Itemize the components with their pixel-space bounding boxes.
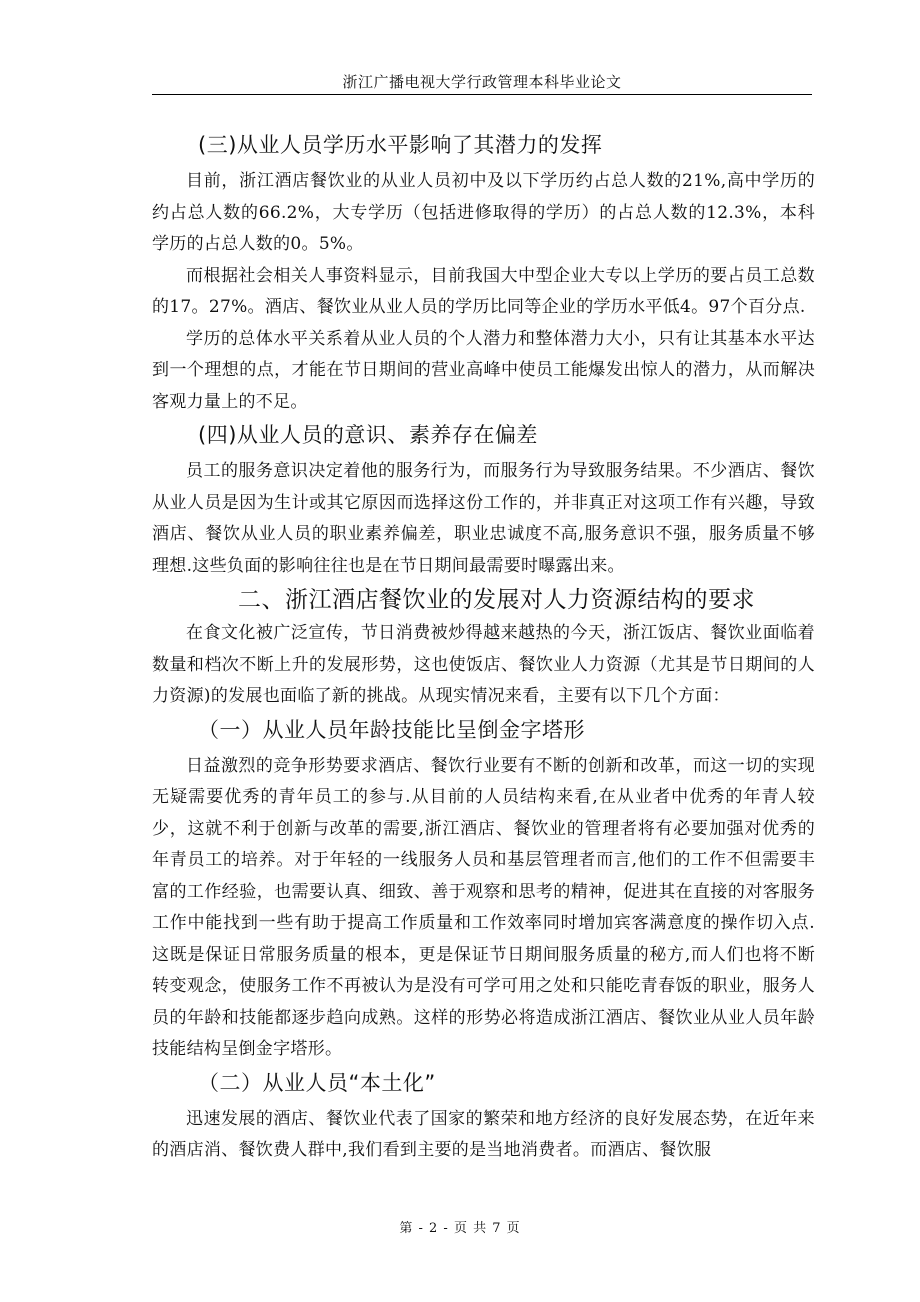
paragraph: 员工的服务意识决定着他的服务行为，而服务行为导致服务结果。不少酒店、餐饮从业人员是因为生计或其它原因而选择这份工作的，并非真正对这项工作有兴趣，导致酒店、餐饮从业人员的职业素养偏差，职业忠诚度不高,服务意识不强，服务质量不够理想.这些负面的影响往往也是在节日期间最需要时曝露出来。: [152, 461, 815, 576]
section-heading-1: （一）从业人员年龄技能比呈倒金字塔形: [198, 717, 585, 742]
section-heading-2: （二）从业人员“本土化”: [198, 1070, 436, 1095]
paragraph: 在食文化被广泛宣传，节日消费被炒得越来越热的今天，浙江饭店、餐饮业面临着数量和档次不断上升的发展形势，这也使饭店、餐饮业人力资源（尤其是节日期间的人力资源)的发展也面临了新的挑战。从现实情况来看，主要有以下几个方面：: [152, 623, 815, 706]
section-heading-4: (四)从业人员的意识、素养存在偏差: [198, 423, 538, 447]
paragraph: 日益激烈的竞争形势要求酒店、餐饮行业要有不断的创新和改革，而这一切的实现无疑需要优秀的青年员工的参与.从目前的人员结构来看,在从业者中优秀的年青人较少，这就不利于创新与改革的需要,浙江酒店、餐饮业的管理者将有必要加强对优秀的年青员工的培养。对于年轻的一线服务人员和基层管理者而言,他们的工作不但需要丰富的工作经验，也需要认真、细致、善于观察和思考的精神，促进其在直接的对客服务工作中能找到一些有助于提高工作质量和工作效率同时增加宾客满意度的操作切入点.这既是保证日常服务质量的根本，更是保证节日期间服务质量的秘方,而人们也将不断转变观念，使服务工作不再被认为是没有可学可用之处和只能吃青春饭的职业，服务人员的年龄和技能都逐步趋向成熟。这样的形势必将造成浙江酒店、餐饮业从业人员年龄技能结构呈倒金字塔形。: [152, 755, 815, 1059]
section-heading-3: (三)从业人员学历水平影响了其潜力的发挥: [198, 133, 603, 157]
chapter-heading-2: 二、浙江酒店餐饮业的发展对人力资源结构的要求: [238, 587, 755, 613]
paragraph: 迅速发展的酒店、餐饮业代表了国家的繁荣和地方经济的良好发展态势，在近年来的酒店消、餐饮费人群中,我们看到主要的是当地消费者。而酒店、餐饮服: [152, 1108, 815, 1160]
paragraph: 学历的总体水平关系着从业人员的个人潜力和整体潜力大小，只有让其基本水平达到一个理想的点，才能在节日期间的营业高峰中使员工能爆发出惊人的潜力，从而解决客观力量上的不足。: [152, 328, 815, 412]
paragraph: 而根据社会相关人事资料显示，目前我国大中型企业大专以上学历的要占员工总数的17。27%。酒店、餐饮业从业人员的学历比同等企业的学历水平低4。97个百分点.: [152, 265, 815, 317]
page-footer: 第 - 2 - 页 共 7 页: [399, 1221, 521, 1236]
paragraph: 目前，浙江酒店餐饮业的从业人员初中及以下学历约占总人数的21%,高中学历的约占总人数的66.2%，大专学历（包括进修取得的学历）的占总人数的12.3%，本科学历的占总人数的0。5%。: [152, 171, 815, 254]
document-body: [152, 128, 815, 1167]
page-header: 浙江广播电视大学行政管理本科毕业论文: [152, 70, 812, 95]
